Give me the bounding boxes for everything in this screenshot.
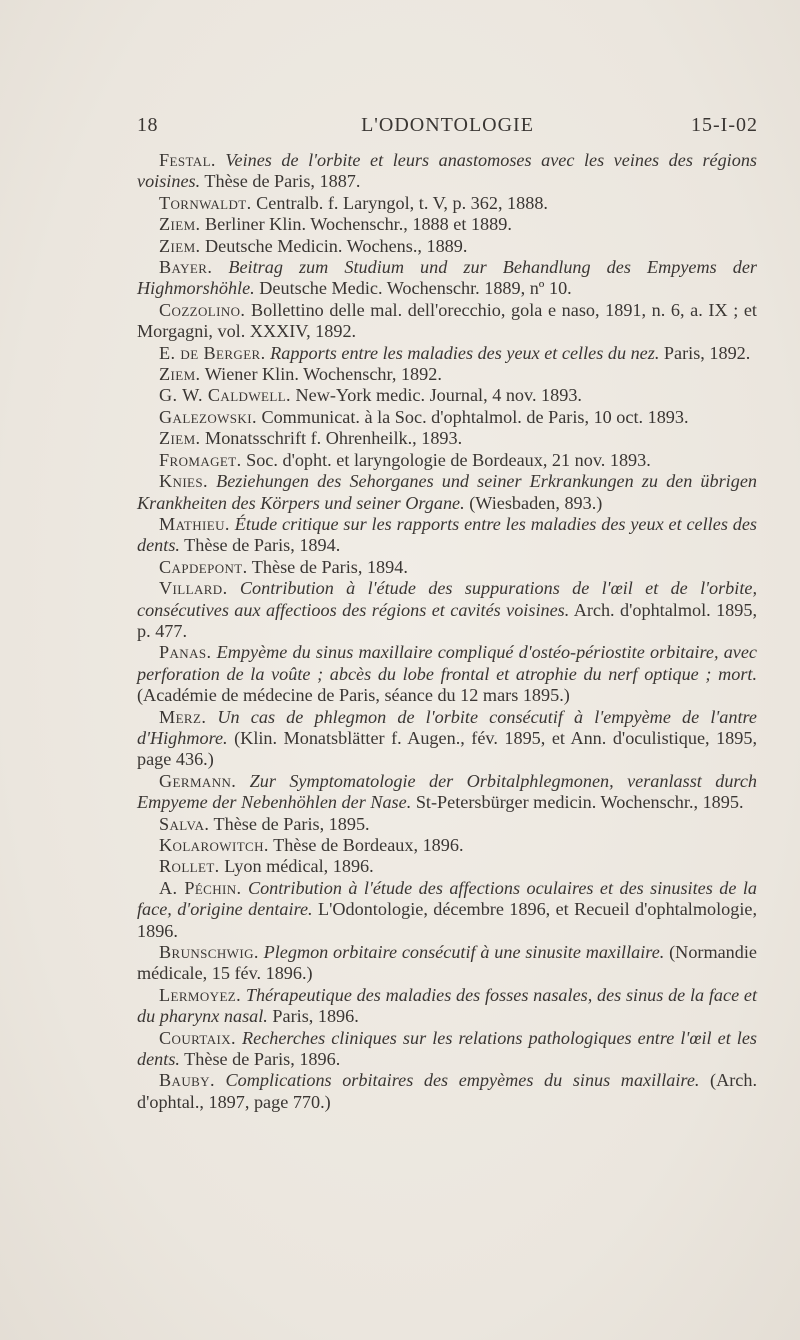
issue-date: 15-I-02 xyxy=(691,114,758,136)
entry-source: Thèse de Bordeaux, 1896. xyxy=(273,835,464,855)
entry-author: Lermoyez. xyxy=(159,984,242,1005)
entry-source: Berliner Klin. Wochenschr., 1888 et 1889. xyxy=(205,214,512,235)
entry-author: Ziem. xyxy=(159,364,201,385)
bibliography-entry xyxy=(137,214,757,235)
entry-source: Thèse de Paris, 1896. xyxy=(184,1049,341,1070)
entry-source: Deutsche Medicin. Wochens., 1889. xyxy=(205,235,468,256)
bibliography-entry xyxy=(137,642,757,706)
entry-source: L'Odontologie, décembre 1896, et Recueil d'ophtalmologie, 1896. xyxy=(137,899,758,941)
entry-title: Étude critique sur les rapports entre les maladies des yeux et celles des dents. xyxy=(137,513,757,556)
entry-title: Veines de l'orbite et leurs anastomoses avec les veines des régions voisines. xyxy=(137,150,758,192)
entry-author: Tornwaldt. xyxy=(159,192,252,213)
bibliography-entry xyxy=(137,471,757,514)
bibliography-entry xyxy=(137,450,757,471)
bibliography-entry xyxy=(137,835,757,856)
bibliography-entry xyxy=(137,985,757,1028)
bibliography-entry xyxy=(137,771,757,814)
entry-source: Thèse de Paris, 1894. xyxy=(251,556,408,577)
entry-author: Bauby. xyxy=(159,1070,215,1091)
bibliography-entry xyxy=(137,942,757,985)
entry-source: Deutsche Medic. Wochenschr. 1889, nº 10. xyxy=(259,278,572,299)
entry-author: Ziem. xyxy=(159,214,201,235)
entry-author: Ziem. xyxy=(159,428,201,449)
journal-title: L'ODONTOLOGIE xyxy=(361,114,534,136)
bibliography-entry xyxy=(137,514,757,557)
entry-author: Villard. xyxy=(159,578,228,599)
entry-source: St-Petersbürger medicin. Wochenschr., 1895. xyxy=(415,792,744,813)
bibliography-entry xyxy=(137,428,757,449)
bibliography-entry xyxy=(137,385,757,406)
bibliography-entry xyxy=(137,343,757,364)
entry-author: Bayer. xyxy=(159,257,213,278)
entry-author: A. Péchin. xyxy=(159,877,242,898)
entry-author: Fromaget. xyxy=(159,449,242,470)
bibliography-entry xyxy=(137,878,757,942)
bibliography-entry xyxy=(137,300,757,343)
page-number: 18 xyxy=(137,114,158,136)
bibliography-entry xyxy=(137,578,757,642)
entry-author: Capdepont. xyxy=(159,556,248,577)
entry-author: Kolarowitch. xyxy=(159,835,269,855)
entry-author: Courtaix. xyxy=(159,1027,236,1048)
bibliography-entry xyxy=(137,557,757,578)
bibliography-entry xyxy=(137,1028,757,1071)
entry-source: (Wiesbaden, 893.) xyxy=(469,492,603,513)
entry-source: Communicat. à la Soc. d'ophtalmol. de Paris, 10 oct. 1893. xyxy=(261,406,689,427)
entry-source: New-York medic. Journal, 4 nov. 1893. xyxy=(295,385,582,406)
bibliography-entry xyxy=(137,856,757,877)
entry-source: Centralb. f. Laryngol, t. V, p. 362, 1888. xyxy=(256,192,548,213)
entry-author: Panas. xyxy=(159,642,212,663)
entry-author: Salva. xyxy=(159,813,210,834)
bibliography-entry xyxy=(137,707,757,771)
entry-source: Monatsschrift f. Ohrenheilk., 1893. xyxy=(205,428,463,449)
entry-title: Beziehungen des Sehorganes und seiner Erkrankungen zu den übrigen Krankheiten des Körpers und seiner Organe. xyxy=(137,471,758,513)
entry-title: Beitrag zum Studium und zur Behandlung des Empyems der Highmorshöhle. xyxy=(137,257,757,299)
entry-title: Contribution à l'étude des affections oculaires et des sinusites de la face, d'origine dentaire. xyxy=(137,877,758,920)
entry-source: Thèse de Paris, 1895. xyxy=(213,813,370,834)
entry-author: Germann. xyxy=(159,770,237,791)
entry-source: (Normandie médicale, 15 fév. 1896.) xyxy=(137,942,757,984)
entry-title: Contribution à l'étude des suppurations de l'œil et de l'orbite, consécutives aux affectioos des régions et cavités voisines. xyxy=(137,578,758,620)
bibliography-entry xyxy=(137,1070,757,1113)
entry-author: Knies. xyxy=(159,471,208,492)
entry-source: Wiener Klin. Wochenschr, 1892. xyxy=(204,364,442,385)
bibliography-entry xyxy=(137,236,757,257)
entry-title: Plegmon orbitaire consécutif à une sinusite maxillaire. xyxy=(263,942,665,963)
entry-source: Soc. d'opht. et laryngologie de Bordeaux, 21 nov. 1893. xyxy=(246,449,651,470)
entry-source: Paris, 1896. xyxy=(272,1006,359,1027)
entry-author: Brunschwig. xyxy=(159,942,259,963)
entry-author: Rollet. xyxy=(159,856,220,877)
bibliography-entry xyxy=(137,257,757,300)
bibliography-entry xyxy=(137,193,757,214)
entry-title: Complications orbitaires des empyèmes du sinus maxillaire. xyxy=(225,1070,700,1091)
entry-title: Zur Symptomatologie der Orbitalphlegmonen, veranlasst durch Empyeme der Nebenhöhlen der Nase. xyxy=(137,770,757,813)
bibliography-list xyxy=(137,150,757,1113)
entry-source: (Arch. d'ophtal., 1897, page 770.) xyxy=(137,1070,757,1112)
running-header xyxy=(137,114,758,144)
entry-source: Lyon médical, 1896. xyxy=(224,856,374,877)
entry-source: Paris, 1892. xyxy=(663,342,751,363)
entry-author: Galezowski. xyxy=(159,406,257,427)
entry-author: Festal. xyxy=(159,150,216,170)
entry-source: Arch. d'ophtalmol. 1895, p. 477. xyxy=(137,599,758,641)
bibliography-entry xyxy=(137,150,757,193)
entry-author: Ziem. xyxy=(159,235,201,256)
entry-author: Merz. xyxy=(159,706,207,727)
entry-title: Empyème du sinus maxillaire compliqué d'ostéo-périostite orbitaire, avec perforation de la voûte ; abcès du lobe frontal et atrophie du nerf optique ; mort. xyxy=(137,642,757,684)
bibliography-entry xyxy=(137,814,757,835)
entry-source: Thèse de Paris, 1894. xyxy=(184,535,341,556)
bibliography-entry xyxy=(137,364,757,385)
entry-source: Thèse de Paris, 1887. xyxy=(204,171,361,192)
entry-title: Rapports entre les maladies des yeux et celles du nez. xyxy=(270,342,660,363)
entry-author: E. de Berger. xyxy=(159,342,266,363)
entry-title: Thérapeutique des maladies des fosses nasales, des sinus de la face et du pharynx nasal. xyxy=(137,984,757,1027)
entry-source: (Académie de médecine de Paris, séance du 12 mars 1895.) xyxy=(137,685,570,706)
entry-title: Un cas de phlegmon de l'orbite consécutif à l'empyème de l'antre d'Highmore. xyxy=(137,706,757,748)
entry-author: Cozzolino. xyxy=(159,299,246,320)
entry-title: Recherches cliniques sur les relations pathologiques entre l'œil et les dents. xyxy=(137,1027,758,1070)
entry-source: (Klin. Monatsblätter f. Augen., fév. 1895, et Ann. d'oculistique, 1895, page 436.) xyxy=(137,727,757,770)
entry-author: Mathieu. xyxy=(159,513,230,534)
bibliography-entry xyxy=(137,407,757,428)
entry-source: Bollettino delle mal. dell'orecchio, gola e naso, 1891, n. 6, a. IX ; et Morgagni, vol. XXXIV, 1892. xyxy=(137,299,757,342)
entry-author: G. W. Caldwell. xyxy=(159,385,291,406)
